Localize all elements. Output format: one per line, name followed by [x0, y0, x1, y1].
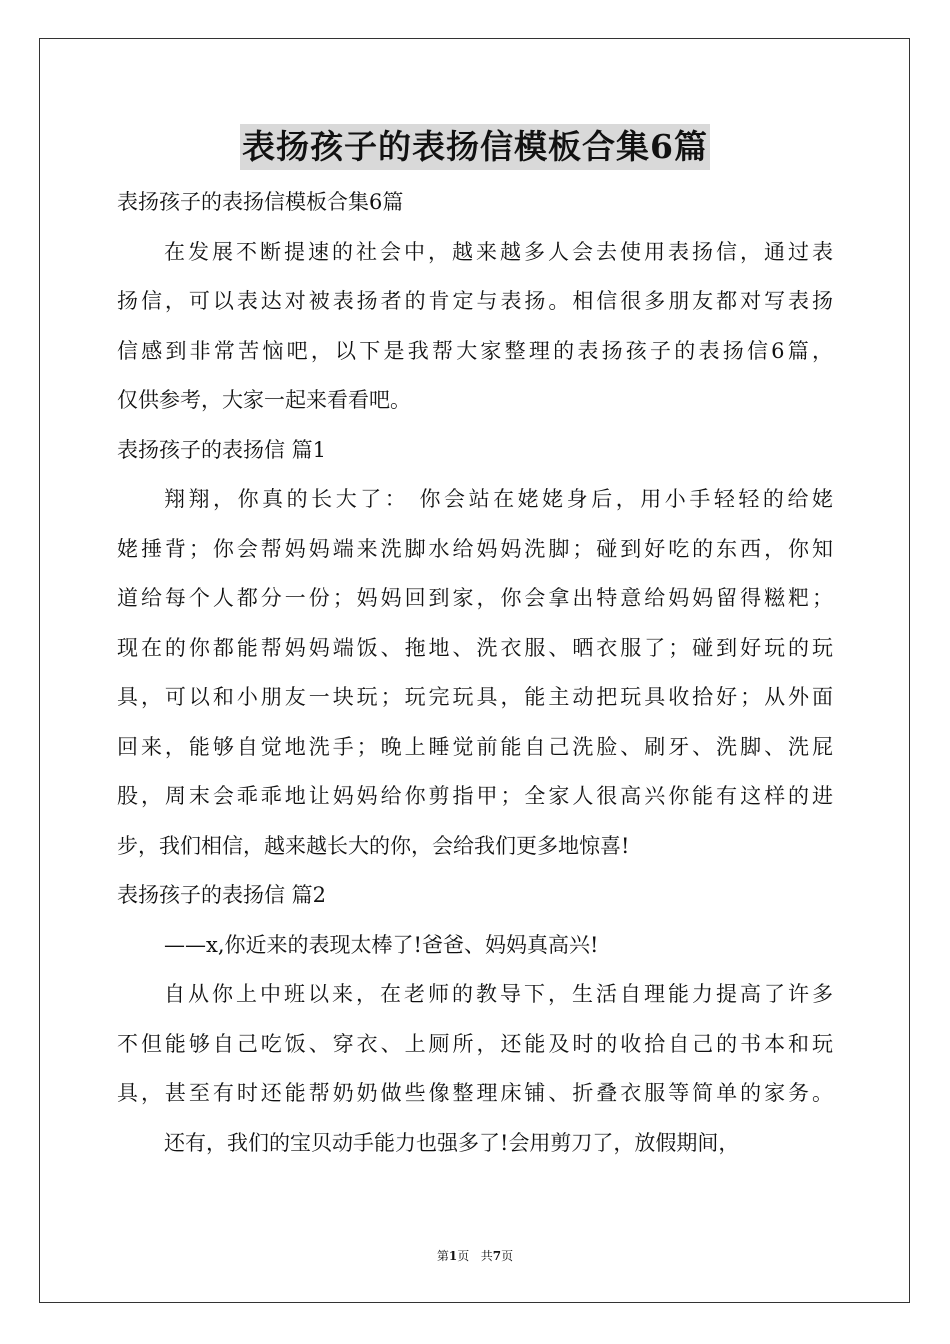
intro-paragraph-line: 仅供参考，大家一起来看看吧。 [117, 388, 411, 412]
section-2-greeting-line: ——x,你近来的表现太棒了!爸爸、妈妈真高兴! [164, 932, 599, 957]
section-2-paragraph-line: 还有，我们的宝贝动手能力也强多了!会用剪刀了，放假期间， [164, 1130, 740, 1155]
intro-paragraph-line: 扬信，可以表达对被表扬者的肯定与表扬。相信很多朋友都对写表扬 [117, 289, 833, 313]
page-label-suffix: 页 [457, 1249, 470, 1263]
page-footer [0, 1247, 950, 1265]
title-container [0, 124, 950, 170]
intro-paragraph-line: 在发展不断提速的社会中，越来越多人会去使用表扬信，通过表 [164, 239, 833, 264]
page-label-prefix: 第 [436, 1249, 449, 1263]
section-1-paragraph-line: 步，我们相信，越来越长大的你，会给我们更多地惊喜! [117, 833, 630, 858]
section-heading-1: 表扬孩子的表扬信 篇1 [117, 437, 327, 462]
total-pages: 7 [492, 1249, 502, 1263]
section-1-paragraph-line: 翔翔，你真的长大了： 你会站在姥姥身后，用小手轻轻的给姥 [164, 487, 833, 511]
section-1-paragraph-line: 姥捶背；你会帮妈妈端来洗脚水给妈妈洗脚；碰到好吃的东西，你知 [117, 536, 833, 561]
section-2-paragraph-line: 不但能够自己吃饭、穿衣、上厕所，还能及时的收拾自己的书本和玩 [117, 1031, 833, 1056]
section-1-paragraph-line: 具，可以和小朋友一块玩；玩完玩具，能主动把玩具收拾好；从外面 [117, 685, 833, 709]
document-body [117, 178, 833, 1168]
document-title: 表扬孩子的表扬信模板合集6篇 [240, 124, 710, 170]
section-1-paragraph-line: 股，周末会乖乖地让妈妈给你剪指甲；全家人很高兴你能有这样的进 [117, 784, 833, 808]
section-heading-2: 表扬孩子的表扬信 篇2 [117, 883, 327, 907]
section-1-paragraph-line: 道给每个人都分一份；妈妈回到家，你会拿出特意给妈妈留得糍粑； [117, 586, 833, 610]
total-label-suffix: 页 [501, 1249, 514, 1263]
total-label-prefix: 共 [480, 1249, 493, 1263]
section-1-paragraph-line: 回来，能够自觉地洗手；晚上睡觉前能自己洗脸、刷牙、洗脚、洗屁 [117, 734, 833, 759]
intro-paragraph-line: 信感到非常苦恼吧，以下是我帮大家整理的表扬孩子的表扬信6篇， [117, 338, 833, 363]
subtitle-line: 表扬孩子的表扬信模板合集6篇 [117, 190, 404, 214]
section-2-paragraph-line: 自从你上中班以来，在老师的教导下，生活自理能力提高了许多 [164, 982, 833, 1006]
section-2-paragraph-line: 具，甚至有时还能帮奶奶做些像整理床铺、折叠衣服等简单的家务。 [117, 1081, 833, 1105]
page-number: 1 [448, 1249, 458, 1263]
section-1-paragraph-line: 现在的你都能帮妈妈端饭、拖地、洗衣服、晒衣服了；碰到好玩的玩 [117, 635, 833, 660]
